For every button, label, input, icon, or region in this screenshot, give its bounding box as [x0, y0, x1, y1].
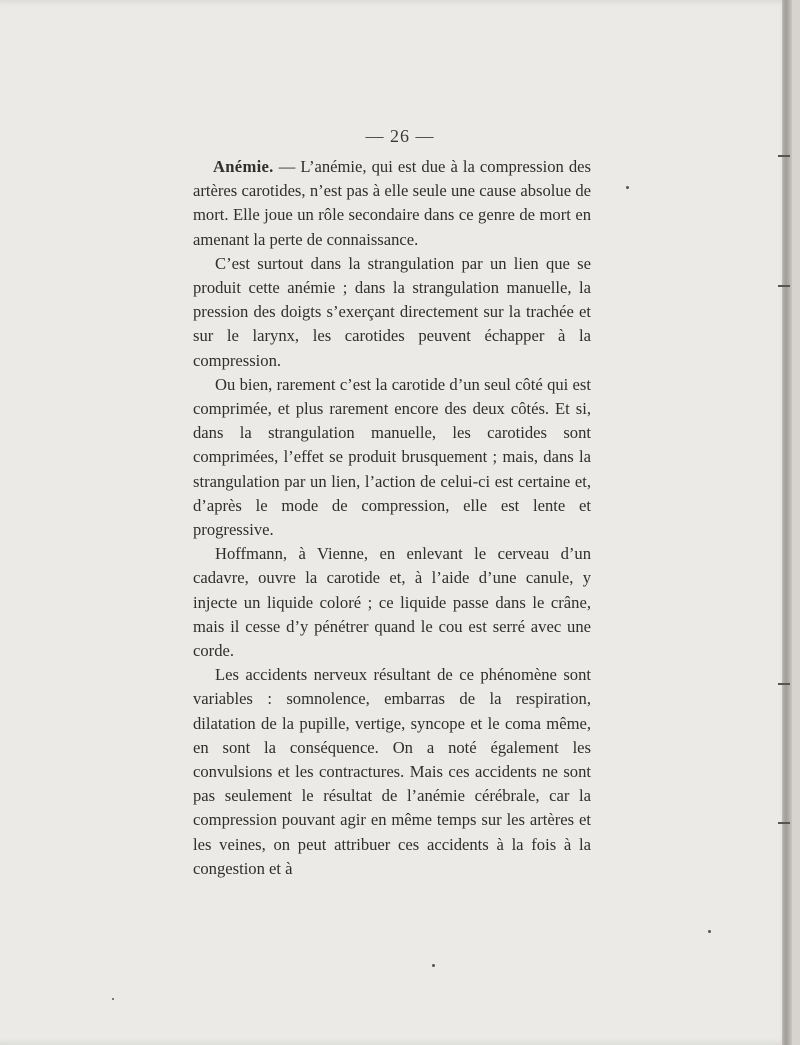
dust-speck — [112, 998, 114, 1000]
paragraph-3: Ou bien, rarement c’est la carotide d’un seul côté qui est comprimée, et plus rarement encore des deux côtés. Et si, dans la strangulation manuelle, les carotides sont comprimées, l’effet se produit brusquement ; mais, dans la strangulation par un lien, l’action de celui-ci est certaine et, d’après le mode de compression, elle est lente et progressive. — [193, 374, 591, 540]
edge-mark — [778, 285, 790, 287]
edge-mark — [778, 822, 790, 824]
page-number: — 26 — — [365, 126, 435, 146]
paragraph-5: Les accidents nerveux résultant de ce phénomène sont variables : somnolence, embarras de la respiration, dilatation de la pupille, vertige, syncope et le coma même, en sont la conséquence. On a noté également les convulsions et les contractures. Mais ces accidents ne sont pas seulement le résultat de l’anémie cérébrale, car la compression pouvant agir en même temps sur les artères et les veines, on peut attribuer ces accidents à la fois à la congestion et à — [193, 665, 591, 878]
dust-speck — [626, 186, 629, 189]
paragraph-4: Hoffmann, à Vienne, en enlevant le cerveau d’un cadavre, ouvre la carotide et, à l’aide d’une canule, y injecte un liquide coloré ; ce liquide passe dans le crâne, mais il cesse d’y pénétrer quand le cou est serré avec une corde. — [193, 544, 591, 661]
paragraph-1 — [193, 155, 591, 252]
dust-speck — [432, 964, 435, 967]
dust-speck — [708, 930, 711, 933]
edge-mark — [778, 683, 790, 685]
section-run-in-heading: Anémie. — [213, 157, 274, 176]
paragraph-text: — L’anémie, qui est due à la compression des artères carotides, n’est pas à elle seule une cause absolue de mort. Elle joue un rôle secondaire dans ce genre de mort en amenant la perte de connaissance. — [193, 157, 591, 249]
edge-mark — [778, 155, 790, 157]
body-text — [193, 155, 591, 881]
paragraph-2: C’est surtout dans la strangulation par un lien que se produit cette anémie ; dans la strangulation manuelle, la pression des doigts s’exerçant directement sur la trachée et sur le larynx, les carotides peuvent échapper à la compression. — [193, 253, 591, 370]
